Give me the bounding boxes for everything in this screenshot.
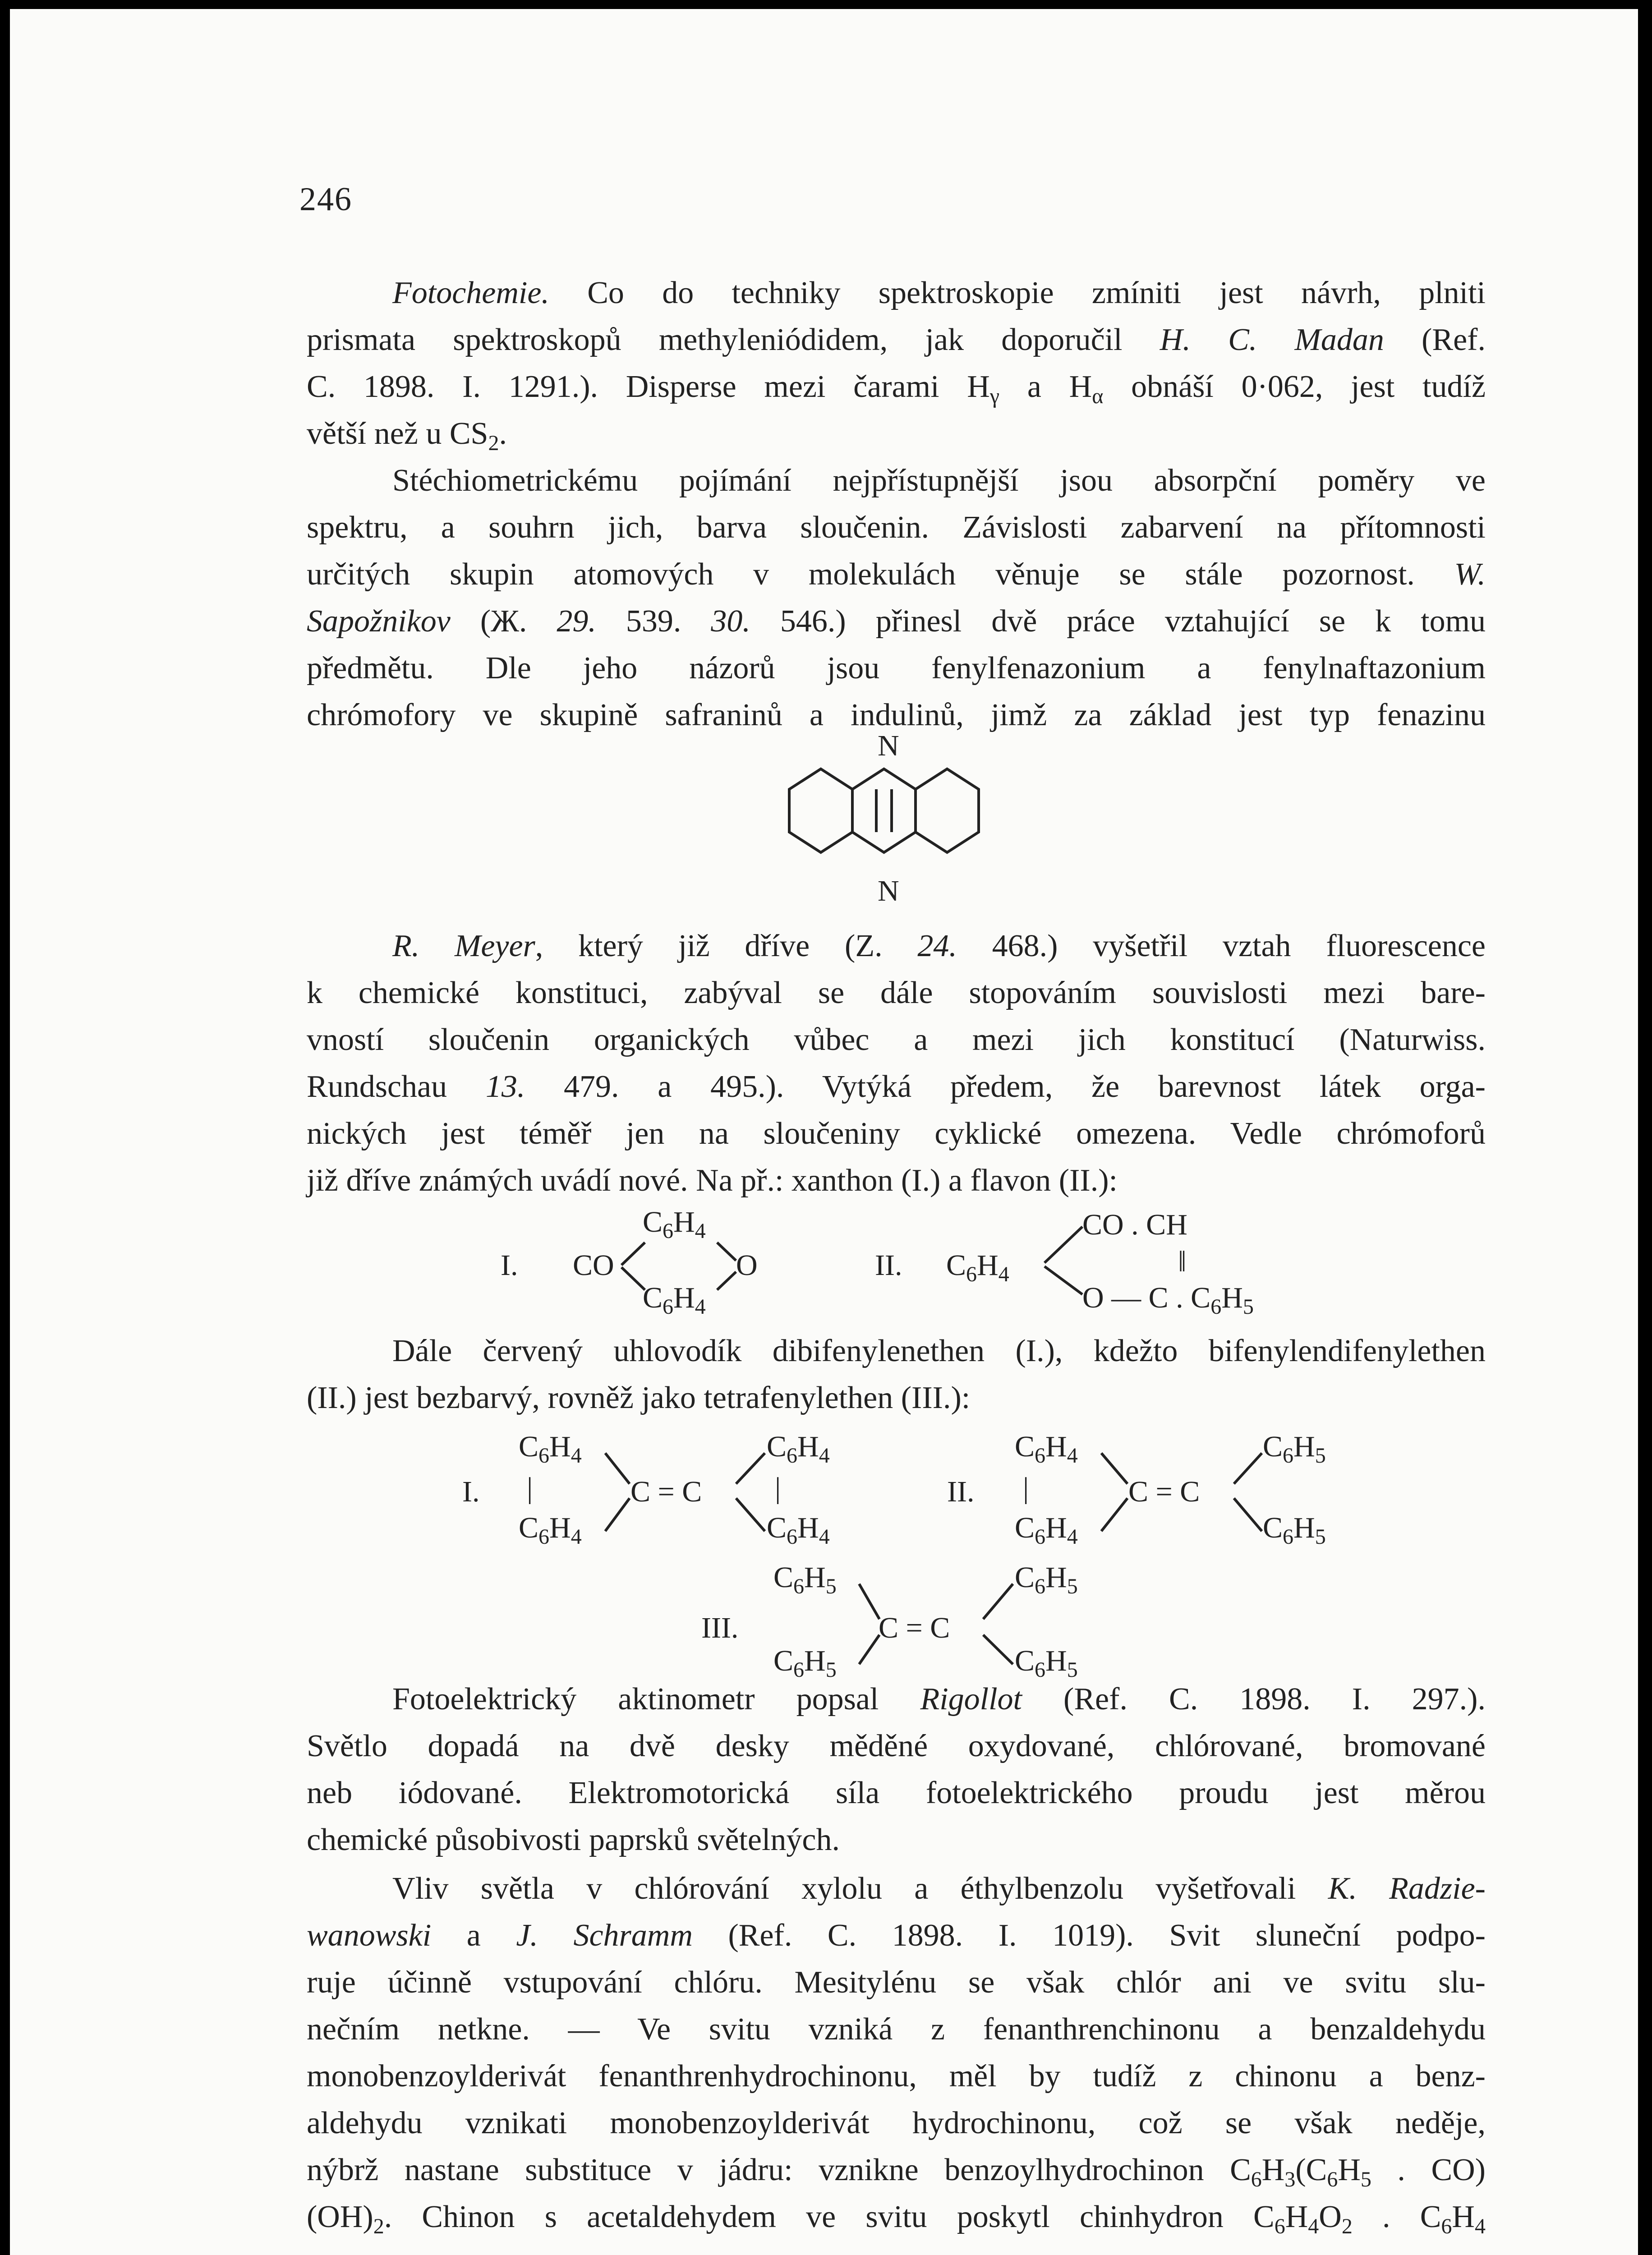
text-line: monobenzoylderivát fenanthrenhydrochinonu, měl by tudíž z chinonu a benz- bbox=[307, 2059, 1486, 2094]
label-I: I. bbox=[462, 1475, 480, 1508]
paragraph-chlorovani bbox=[307, 1865, 1486, 2241]
group-c6h4: $C_6H_4$ bbox=[767, 1430, 830, 1468]
group-c6h5: $C_6H_5$ bbox=[1015, 1561, 1078, 1598]
text-line: nických jest téměř jen na sloučeniny cyklické omezena. Vedle chrómoforů bbox=[307, 1116, 1486, 1151]
atom-co: CO bbox=[573, 1249, 614, 1282]
group-c-eq-c: C = C bbox=[630, 1475, 702, 1508]
bond-bar: | bbox=[775, 1472, 781, 1505]
group-c6h4: $C_6H_4$ bbox=[519, 1430, 582, 1468]
text-line: (II.) jest bezbarvý, rovněž jako tetrafenylethen (III.): bbox=[307, 1381, 971, 1415]
label-III: III. bbox=[701, 1611, 739, 1644]
group-c6h5: $C_6H_5$ bbox=[1015, 1644, 1078, 1682]
text-line: vností sloučenin organických vůbec a mezi jich konstitucí (Naturwiss. bbox=[307, 1022, 1486, 1057]
text-line: R. Meyer, který již dříve (Z. 24. 468.) vyšetřil vztah fluorescence bbox=[392, 929, 1486, 963]
label-II: II. bbox=[875, 1249, 902, 1282]
label-I: I. bbox=[501, 1249, 518, 1282]
group-c6h4: $C_6H_4$ bbox=[1015, 1430, 1078, 1468]
bond-bar: | bbox=[527, 1472, 533, 1505]
group-c6h4-top: $C_6H_4$ bbox=[643, 1206, 706, 1243]
bond bbox=[859, 1584, 879, 1619]
bond bbox=[605, 1498, 630, 1531]
text-line: wanowski a J. Schramm (Ref. C. 1898. I. 1019). Svit sluneční podpo- bbox=[307, 1918, 1486, 1953]
text-line: chemické působivosti paprsků světelných. bbox=[307, 1822, 840, 1857]
text-line: Fotoelektrický aktinometr popsal Rigollot (Ref. C. 1898. I. 297.). bbox=[392, 1682, 1486, 1717]
text-line: ruje účinně vstupování chlóru. Mesitylénu se však chlór ani ve svitu slu- bbox=[307, 1965, 1486, 2000]
bond-bar: | bbox=[1023, 1472, 1029, 1505]
group-c-eq-c: C = C bbox=[1128, 1475, 1200, 1508]
group-c6h5: $C_6H_5$ bbox=[1263, 1430, 1326, 1468]
phenazine-bottom-nitrogen: N bbox=[878, 874, 899, 907]
group-c6h4: $C_6H_4$ bbox=[946, 1249, 1009, 1286]
group-c6h4-bottom: $C_6H_4$ bbox=[643, 1281, 706, 1319]
text-line: Dále červený uhlovodík dibifenylenethen (I.), kdežto bifenylendifenylethen bbox=[392, 1334, 1486, 1368]
bond bbox=[983, 1584, 1013, 1619]
double-bond: ‖ bbox=[1178, 1245, 1187, 1278]
text-line: Stéchiometrickému pojímání nejpřístupnější jsou absorpční poměry ve bbox=[392, 463, 1486, 498]
group-co-ch: CO . CH bbox=[1082, 1208, 1187, 1241]
bond bbox=[1101, 1453, 1127, 1484]
group-c6h5: $C_6H_5$ bbox=[773, 1561, 837, 1598]
text-line: spektru, a souhrn jich, barva sloučenin. Závislosti zabarvení na přítomnosti bbox=[307, 510, 1486, 545]
text-line: již dříve známých uvádí nové. Na př.: xanthon (I.) a flavon (II.): bbox=[307, 1163, 1118, 1198]
text-line: Vliv světla v chlórování xylolu a éthylbenzolu vyšetřovali K. Radzie- bbox=[392, 1871, 1486, 1906]
text-line: nečním netkne. — Ve svitu vzniká z fenanthrenchinonu a benzaldehydu bbox=[307, 2012, 1486, 2047]
text-line: Světlo dopadá na dvě desky měděné oxydované, chlórované, bromované bbox=[307, 1729, 1486, 1763]
text-line: k chemické konstituci, zabýval se dále stopováním souvislosti mezi bare- bbox=[307, 976, 1486, 1010]
text-line: aldehydu vznikati monobenzoylderivát hydrochinonu, což se však neděje, bbox=[307, 2106, 1486, 2140]
page-number: 246 bbox=[299, 181, 352, 218]
text-line: Rundschau 13. 479. a 495.). Vytýká předem, že barevnost látek orga- bbox=[307, 1069, 1486, 1104]
paragraph-aktinometr bbox=[307, 1676, 1486, 1864]
bond bbox=[1101, 1498, 1127, 1531]
text-line: větší než u $CS_2$. bbox=[307, 416, 507, 455]
text-line: určitých skupin atomových v molekulách věnuje se stále pozornost. W. bbox=[307, 557, 1486, 592]
group-o-c-c6h5: O — C . $C_6H_5$ bbox=[1082, 1281, 1254, 1319]
text-line: C. 1898. I. 1291.). Disperse mezi čarami $H_\gamma$ a $H_\alpha$ obnáší 0·062, jest tudíž bbox=[307, 369, 1486, 408]
phenazine-top-nitrogen: N bbox=[878, 729, 899, 762]
bond bbox=[736, 1498, 765, 1531]
group-c6h5: $C_6H_5$ bbox=[773, 1644, 837, 1682]
bond bbox=[1234, 1498, 1262, 1531]
text-line: Fotochemie. Co do techniky spektroskopie zmíniti jest návrh, plniti bbox=[392, 276, 1486, 310]
group-c6h4: $C_6H_4$ bbox=[519, 1511, 582, 1549]
group-c6h4: $C_6H_4$ bbox=[767, 1511, 830, 1549]
text-line: předmětu. Dle jeho názorů jsou fenylfenazonium a fenylnaftazonium bbox=[307, 651, 1486, 686]
group-c-eq-c: C = C bbox=[879, 1611, 950, 1644]
atom-o: O bbox=[736, 1249, 758, 1282]
bond bbox=[1234, 1453, 1262, 1484]
text-line: $(OH)_2$. Chinon s acetaldehydem ve svitu poskytl chinhydron $C_6H_4O_2$ . $C_6H_4$ bbox=[307, 2200, 1486, 2238]
group-c6h5: $C_6H_5$ bbox=[1263, 1511, 1326, 1549]
bond bbox=[859, 1635, 879, 1664]
text-line: neb iódované. Elektromotorická síla fotoelektrického proudu jest měrou bbox=[307, 1776, 1486, 1810]
text-line: nýbrž nastane substituce v jádru: vznikne benzoylhydrochinon $C_6H_3(C_6H_5$ . CO) bbox=[307, 2153, 1486, 2191]
bond bbox=[605, 1453, 630, 1484]
text-line: chrómofory ve skupině safraninů a indulinů, jimž za základ jest typ fenazinu bbox=[307, 698, 1486, 732]
bond bbox=[736, 1453, 765, 1484]
label-II: II. bbox=[947, 1475, 975, 1508]
text-line: prismata spektroskopů methyleniódidem, jak doporučil H. C. Madan (Ref. bbox=[307, 322, 1486, 357]
text-line: Sapožnikov (Ж. 29. 539. 30. 546.) přinesl dvě práce vztahující se k tomu bbox=[307, 604, 1486, 639]
bond bbox=[983, 1635, 1013, 1664]
group-c6h4: $C_6H_4$ bbox=[1015, 1511, 1078, 1549]
